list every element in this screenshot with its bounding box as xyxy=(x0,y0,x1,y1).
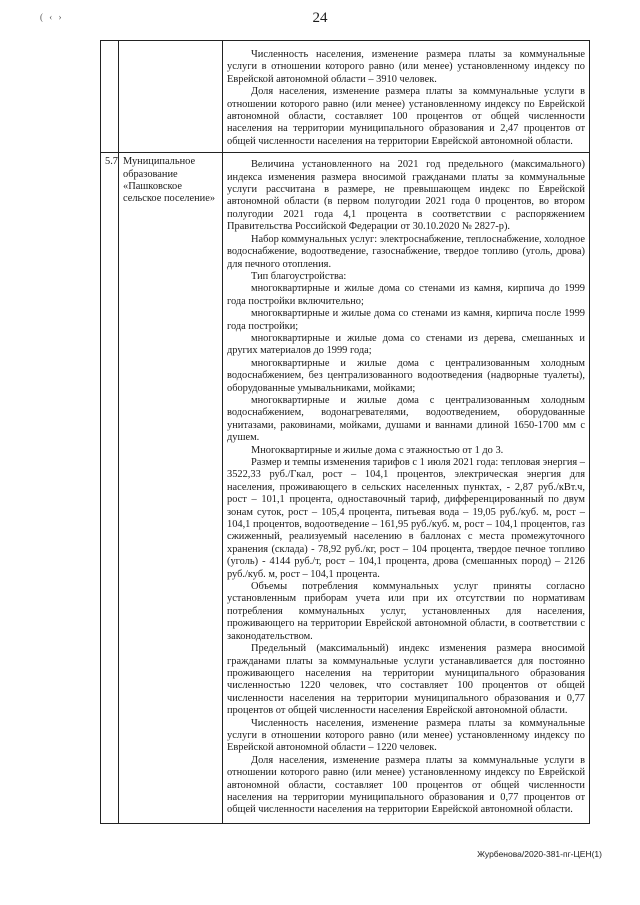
table-row-continued xyxy=(101,41,590,153)
paragraph: Доля населения, изменение размера платы за коммунальные услуги в отношении которого равно (или менее) установленному индексу по Еврейской автономной области, составляет 100 процентов от общей численности населения на территории муниципального образования и 2,47 процентов от общей численности населения на территории Еврейской автономной области. xyxy=(227,86,585,147)
paragraph: многоквартирные и жилые дома с централизованным холодным водоснабжением, без централизованного водоотведения (надворные туалеты), оборудованные умывальниками, мойками; xyxy=(227,357,585,394)
paragraph: Величина установленного на 2021 год предельного (максимального) индекса изменения размера вносимой гражданами платы за коммунальные услуги рассчитана в размере, не превышающем индекс по Еврейской автономной области (в первом полугодии 2021 года 0 процентов, во втором полугодии 2021 года 4,1 процента в соответствии с распоряжением Правительства Российской Федерации от 30.10.2020 № 2827-р). xyxy=(227,159,585,233)
row-number-cell: 5.7 xyxy=(101,153,119,824)
paragraph: многоквартирные и жилые дома со стенами из дерева, смешанных и других материалов до 1999 года; xyxy=(227,332,585,357)
paragraph: Доля населения, изменение размера платы за коммунальные услуги в отношении которого равно (или менее) установленному индексу по Еврейской автономной области, составляет 100 процентов от общей численности населения на территории муниципального образования и 0,77 процентов от общей численности населения на территории Еврейской автономной области. xyxy=(227,754,585,816)
document-table xyxy=(100,40,590,824)
paragraph: Тип благоустройства: xyxy=(251,270,347,282)
paragraph: Предельный (максимальный) индекс изменения размера вносимой гражданами платы за коммунальные услуги устанавливается для постоянно проживающего населения на территории муниципального образования численностью 1220 человек, что составляет 100 процентов от общей численности населения на территории муниципального образования и 0,77 процентов от общей численности населения Еврейской автономной области. xyxy=(227,643,585,717)
paragraph: многоквартирные и жилые дома со стенами из камня, кирпича до 1999 года постройки включительно; xyxy=(227,283,585,307)
row-text-cell xyxy=(223,41,590,153)
page-number: 24 xyxy=(312,10,328,26)
paragraph: Объемы потребления коммунальных услуг приняты согласно установленным приборам учета или при их отсутствии по нормативам потребления коммунальных услуг, установленных для населения, проживающего на территории Еврейской автономной области, в соответствии с законодательством. xyxy=(227,581,585,642)
table-row-5-7 xyxy=(101,153,590,824)
paragraph: Численность населения, изменение размера платы за коммунальные услуги в отношении которого равно (или менее) установленному индексу по Еврейской автономной области – 1220 человек. xyxy=(227,717,585,754)
row-number-cell xyxy=(101,41,119,153)
document-footer-code: Журбенова/2020-381-пг-ЦЕН(1) xyxy=(477,849,602,859)
paragraph: Размер и темпы изменения тарифов с 1 июля 2021 года: тепловая энергия – 3522,33 руб./Гкал, рост – 104,1 процентов, электрическая энергия для населения, проживающего в сельских населенных пунктах, - 2,87 руб./кВт.ч, рост – 101,1 процента, одноставочный тариф, дифференцированный по двум зонам суток, рост – 105,4 процента, питьевая вода – 19,05 руб./куб. м, рост – 104,1 процентов, водоотведение – 161,95 руб./куб. м, рост – 104,1 процентов, газ сжиженный, реализуемый населению в баллонах с места промежуточного хранения (склада) - 78,92 руб./кг, рост – 104 процента, твердое печное топливо (уголь) - 4144 руб./т, рост – 104,1 процента, дрова (смешанных пород) – 2126 руб./куб. м, рост – 104,1 процента. xyxy=(227,457,585,580)
paragraph: Многоквартирные и жилые дома с этажностью от 1 до 3. xyxy=(251,444,504,456)
paragraph: Набор коммунальных услуг: электроснабжение, теплоснабжение, холодное водоснабжение, водоотведение, газоснабжение, твердое топливо (уголь, дрова) для печного отопления. xyxy=(227,233,585,270)
municipality-name-cell: Муниципальное образование «Пашковское сельское поселение» xyxy=(119,153,223,824)
corner-scan-marks: ( ‹ › xyxy=(40,12,64,22)
row-name-cell xyxy=(119,41,223,153)
paragraph: Численность населения, изменение размера платы за коммунальные услуги в отношении которого равно (или менее) установленному индексу по Еврейской автономной области – 3910 человек. xyxy=(227,49,585,85)
paragraph: многоквартирные и жилые дома с централизованным холодным водоснабжением, водонагревателями, водоотведением, оборудованные унитазами, раковинами, мойками, душами и ваннами длиной 1650-1700 мм с душем. xyxy=(227,394,585,444)
row-text-cell xyxy=(223,153,590,824)
paragraph: многоквартирные и жилые дома со стенами из камня, кирпича после 1999 года постройки; xyxy=(227,308,585,332)
